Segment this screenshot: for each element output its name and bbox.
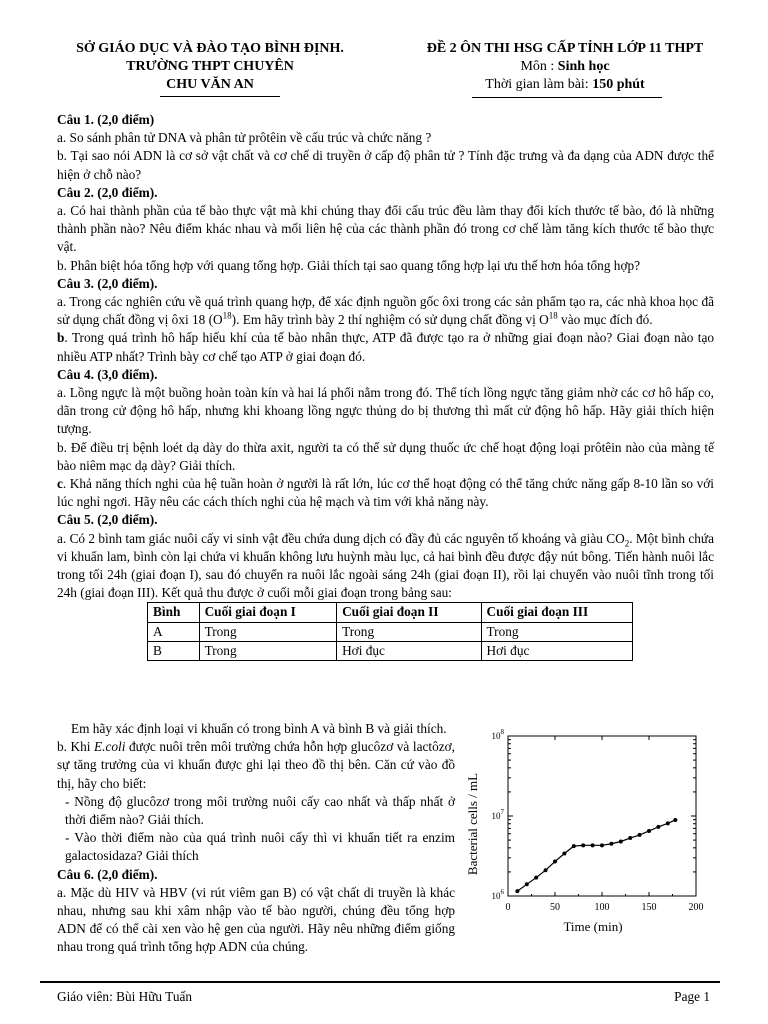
question-5-title: Câu 5. (2,0 điểm). bbox=[57, 512, 158, 528]
data-point bbox=[638, 833, 642, 837]
data-point bbox=[544, 868, 548, 872]
x-tick-label: 200 bbox=[688, 902, 704, 913]
table-cell: Trong bbox=[337, 622, 481, 641]
data-point bbox=[572, 844, 576, 848]
y-tick-label: $10^8$ bbox=[491, 728, 504, 741]
question-6a: a. Mặc dù HIV và HBV (vi rút viêm gan B) có vật chất di truyền là khác nhau, nhưng sau khi xâm nhập vào tế bào người, chúng đều tổng hợp ADN để có thể cài xen vào hệ gen của người. Hãy nêu những điểm giống nhau trong quá trình tổng hợp ADN của chúng. bbox=[57, 884, 455, 955]
chart-frame bbox=[508, 736, 696, 896]
table-cell: Hơi đục bbox=[481, 641, 632, 660]
department-name: SỞ GIÁO DỤC VÀ ĐÀO TẠO BÌNH ĐỊNH. bbox=[76, 41, 344, 56]
footer-divider bbox=[40, 981, 720, 983]
chart-x-axis-label: Time (min) bbox=[563, 919, 623, 934]
data-point bbox=[553, 859, 557, 863]
data-point bbox=[628, 836, 632, 840]
header-underline-right bbox=[472, 97, 662, 98]
table-cell: Trong bbox=[199, 641, 337, 660]
x-tick-label: 0 bbox=[505, 902, 511, 913]
question-6-title: Câu 6. (2,0 điểm). bbox=[57, 866, 158, 882]
exam-time: Thời gian làm bài: 150 phút bbox=[485, 77, 645, 92]
chart-axes bbox=[508, 736, 696, 896]
question-1a: a. So sánh phân tử DNA và phân tử prôtêin về cấu trúc và chức năng ? bbox=[57, 130, 432, 146]
table-cell: A bbox=[148, 622, 200, 641]
footer-teacher: Giáo viên: Bùi Hữu Tuấn bbox=[57, 989, 193, 1004]
x-tick-label: 150 bbox=[641, 902, 657, 913]
question-5a-task: Em hãy xác định loại vi khuẩn có trong bình A và bình B và giải thích. bbox=[71, 721, 447, 736]
data-point bbox=[534, 876, 538, 880]
question-2-title: Câu 2. (2,0 điểm). bbox=[57, 184, 158, 200]
table-header-cell: Cuối giai đoạn III bbox=[481, 603, 632, 622]
data-point bbox=[600, 843, 604, 847]
data-point bbox=[609, 842, 613, 846]
table-header-cell: Bình bbox=[148, 603, 200, 622]
results-table bbox=[147, 602, 633, 661]
table-cell: Hơi đục bbox=[337, 641, 481, 660]
school-name-2: CHU VĂN AN bbox=[166, 77, 254, 92]
table-cell: Trong bbox=[481, 622, 632, 641]
footer-page-number: Page 1 bbox=[674, 989, 710, 1004]
question-5b-item-2: - Vào thời điểm nào của quá trình nuôi cấy thì vi khuẩn tiết ra enzim galactosidaza? Giải thích bbox=[65, 830, 455, 864]
table-header-cell: Cuối giai đoạn I bbox=[199, 603, 337, 622]
x-tick-label: 50 bbox=[550, 902, 560, 913]
question-3-title: Câu 3. (2,0 điểm). bbox=[57, 275, 158, 291]
data-point bbox=[619, 840, 623, 844]
chart-y-axis-label: Bacterial cells / mL bbox=[465, 772, 480, 876]
school-header bbox=[40, 40, 380, 94]
data-point bbox=[656, 825, 660, 829]
question-1b: b. Tại sao nói ADN là cơ sở vật chất và cơ chế di truyền ở cấp độ phân tử ? Tính đặc trưng và đa dạng của ADN được thể hiện ở chỗ nào? bbox=[57, 148, 714, 182]
table-header-cell: Cuối giai đoạn II bbox=[337, 603, 481, 622]
y-tick-label: $10^7$ bbox=[491, 808, 504, 821]
question-2a: a. Có hai thành phần của tế bào thực vật mà khi chúng thay đổi cấu trúc đều làm thay đổi kích thước tế bào, đó là những thành phần nào? Nêu điểm khác nhau và mối liên hệ của các thành phần đó trong cơ chế làm tăng kích thước tế bào thực vật. bbox=[57, 203, 714, 255]
question-2b: b. Phân biệt hóa tổng hợp với quang tổng hợp. Giải thích tại sao quang tổng hợp lại ưu thế hơn hóa tổng hợp? bbox=[57, 257, 641, 273]
question-4c: c. Khả năng thích nghi của hệ tuần hoàn ở người là rất lớn, lúc cơ thể hoạt động có thể tăng chức năng gấp 8-10 lần so với lúc nghỉ ngơi. Hãy nêu các cách thích nghi của hệ mạch và tim với khả năng này. bbox=[57, 476, 714, 510]
y-tick-label: $10^6$ bbox=[491, 888, 504, 901]
exam-title: ĐỀ 2 ÔN THI HSG CẤP TỈNH LỚP 11 THPT bbox=[426, 41, 704, 56]
data-point bbox=[591, 843, 595, 847]
table-header-row bbox=[148, 603, 633, 622]
question-3a: a. Trong các nghiên cứu về quá trình quang hợp, để xác định nguồn gốc ôxi trong các sản phẩm tạo ra, các nhà khoa học đã sử dụng chất đồng vị ôxi 18 $(O^{18})$. Em hãy trình bày 2 thí nghiệm có sử dụng chất đồng vị $O^{18}$ vào mục đích đó. bbox=[57, 294, 714, 328]
data-point bbox=[562, 851, 566, 855]
question-4-title: Câu 4. (3,0 điểm). bbox=[57, 366, 158, 382]
table-row bbox=[148, 641, 633, 660]
lower-left-block bbox=[57, 720, 455, 957]
data-point bbox=[666, 821, 670, 825]
table-row bbox=[148, 622, 633, 641]
exam-header bbox=[390, 40, 740, 94]
question-4b: b. Để điều trị bệnh loét dạ dày do thừa axit, người ta có thể sử dụng thuốc ức chế hoạt động loại prôtêin nào của màng tế bào niêm mạc dạ dày? Giải thích. bbox=[57, 439, 714, 473]
data-point bbox=[525, 882, 529, 886]
question-3b: b. Trong quá trình hô hấp hiếu khí của tế bào nhân thực, ATP đã được tạo ra ở những giai đoạn nào? Giai đoạn nào tạo nhiều ATP nhất? Trình bày cơ chế tạo ATP ở giai đoạn đó. bbox=[57, 330, 714, 364]
bacterial-growth-chart bbox=[460, 726, 720, 936]
table-cell: B bbox=[148, 641, 200, 660]
question-4a: a. Lồng ngực là một buồng hoàn toàn kín và hai lá phổi nằm trong đó. Thể tích lồng ngực tăng giảm nhờ các cơ hô hấp co, dãn trong cử động hô hấp, nhưng khi khoang lồng ngực thủng do bị thương thì mất cử động hô hấp. Hãy giải thích hiện tượng. bbox=[57, 385, 714, 437]
data-point bbox=[673, 818, 677, 822]
exam-body bbox=[57, 111, 714, 661]
question-1-title: Câu 1. (2,0 điểm) bbox=[57, 112, 155, 127]
question-5b-item-1: - Nồng độ glucôzơ trong môi trường nuôi cấy cao nhất và thấp nhất ở thời điểm nào? Giải thích. bbox=[65, 793, 455, 828]
data-point bbox=[581, 843, 585, 847]
school-name: TRƯỜNG THPT CHUYÊN bbox=[126, 59, 294, 74]
chart-series bbox=[515, 818, 677, 893]
data-point bbox=[515, 889, 519, 893]
question-5b: b. Khi E.coli được nuôi trên môi trường chứa hỗn hợp glucôzơ và lactôzơ, sự tăng trưởng của vi khuẩn được ghi lại theo đồ thị bên. Căn cứ vào đồ thị, hãy cho biết: bbox=[57, 739, 455, 791]
data-point bbox=[647, 829, 651, 833]
growth-curve bbox=[517, 820, 675, 891]
header-underline-left bbox=[160, 96, 280, 97]
table-cell: Trong bbox=[199, 622, 337, 641]
x-tick-label: 100 bbox=[594, 902, 610, 913]
question-5a: a. Có 2 bình tam giác nuôi cấy vi sinh vật đều chứa dung dịch có đầy đủ các nguyên tố khoáng và giàu $CO_2$. Một bình chứa vi khuẩn lam, bình còn lại chứa vi khuẩn không lưu huỳnh màu lục, cả hai bình đều được đậy nút bông. Tiến hành nuôi lắc trong tối 24h (giai đoạn I), sau đó chuyển ra nuôi lắc ngoài sáng 24h (giai đoạn II), rồi lại chuyển vào nuôi tĩnh trong tối 24h (giai đoạn III). Kết quả thu được ở cuối mỗi giai đoạn trong bảng sau: bbox=[57, 530, 715, 601]
chart-ticks bbox=[492, 728, 704, 913]
exam-subject: Môn : Sinh học bbox=[520, 59, 610, 74]
